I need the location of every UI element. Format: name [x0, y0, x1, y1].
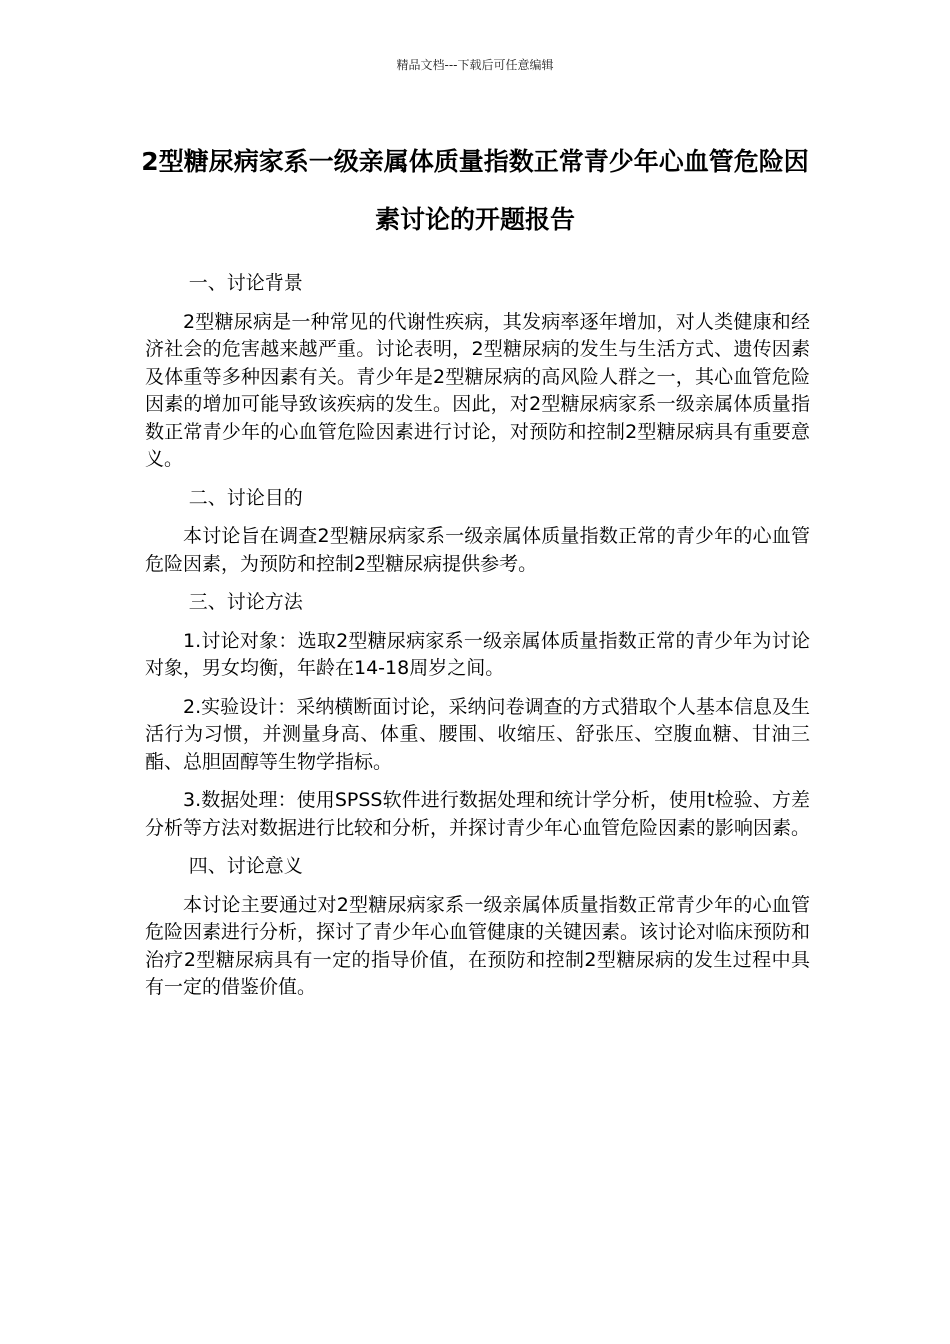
significance-paragraph: 本讨论主要通过对2型糖尿病家系一级亲属体质量指数正常青少年的心血管危险因素进行分析，探讨了青少年心血管健康的关键因素。该讨论对临床预防和治疗2型糖尿病具有一定的指导价值，在预防和控制2型糖尿病的发生过程中具有一定的借鉴价值。	[145, 893, 811, 998]
methods-data-processing-paragraph: 3.数据处理：使用SPSS软件进行数据处理和统计学分析，使用t检验、方差分析等方法对数据进行比较和分析，并探讨青少年心血管危险因素的影响因素。	[145, 789, 811, 839]
methods-design-paragraph: 2.实验设计：采纳横断面讨论，采纳问卷调查的方式猎取个人基本信息及生活行为习惯，并测量身高、体重、腰围、收缩压、舒张压、空腹血糖、甘油三酯、总胆固醇等生物学指标。	[145, 695, 810, 773]
section-heading-background: 一、讨论背景	[188, 272, 303, 294]
section-heading-methods: 三、讨论方法	[188, 591, 303, 613]
methods-subjects-paragraph: 1.讨论对象：选取2型糖尿病家系一级亲属体质量指数正常的青少年为讨论对象，男女均衡，年龄在14-18周岁之间。	[145, 629, 810, 679]
background-paragraph: 2型糖尿病是一种常见的代谢性疾病，其发病率逐年增加，对人类健康和经济社会的危害越来越严重。讨论表明，2型糖尿病的发生与生活方式、遗传因素及体重等多种因素有关。青少年是2型糖尿病的高风险人群之一，其心血管危险因素的增加可能导致该疾病的发生。因此，对2型糖尿病家系一级亲属体质量指数正常青少年的心血管危险因素进行讨论，对预防和控制2型糖尿病具有重要意义。	[145, 310, 810, 470]
purpose-paragraph: 本讨论旨在调查2型糖尿病家系一级亲属体质量指数正常的青少年的心血管危险因素，为预防和控制2型糖尿病提供参考。	[145, 525, 810, 575]
section-heading-purpose: 二、讨论目的	[188, 486, 303, 509]
document-title: 2型糖尿病家系一级亲属体质量指数正常青少年心血管危险因素讨论的开题报告	[141, 147, 809, 234]
page-header-note: 精品文档---下载后可任意编辑	[396, 58, 554, 72]
document-body	[145, 270, 810, 1013]
section-heading-significance: 四、讨论意义	[188, 855, 303, 877]
